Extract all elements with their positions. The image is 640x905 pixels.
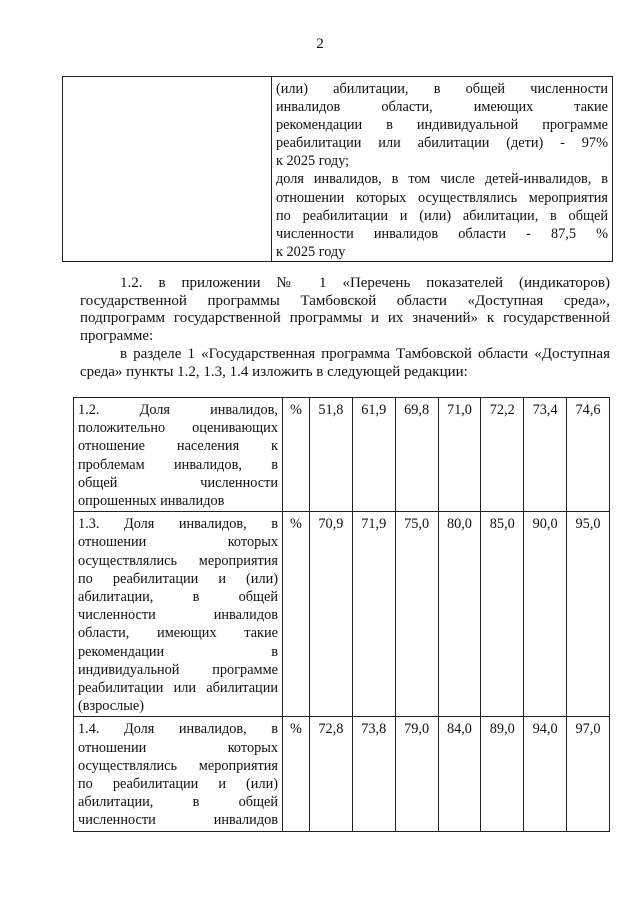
indicator-name-cell [74, 512, 283, 717]
text-line: (взрослые) [78, 698, 145, 715]
paragraph-section: в разделе 1 «Государственная программа Тамбовской области «Доступная среда» пункты 1.2, 1.3, 1.4 изложить в следующей редакции: [80, 346, 610, 380]
text-line: 1.2. Доля инвалидов, [78, 402, 278, 418]
value-cell: 95,0 [567, 512, 610, 717]
value-cell: 73,4 [524, 398, 567, 512]
continuation-row [63, 77, 613, 262]
value-cell: 72,2 [481, 398, 524, 512]
value-cell: 70,9 [310, 512, 353, 717]
text-line: реабилитации или абилитации (дети) - 97% [276, 135, 608, 152]
text-line: абилитации, в общей [78, 794, 278, 811]
value-cell: 71,9 [352, 512, 395, 717]
text-line: инвалидов области, имеющих такие [276, 99, 608, 116]
text-line: рекомендации в индивидуальной программе [276, 117, 608, 134]
text-line: осуществлялись мероприятия [78, 552, 278, 569]
text-line: к 2025 году; [276, 153, 350, 170]
text-line: доля инвалидов, в том числе детей-инвалидов, в [276, 171, 608, 188]
indicator-text-cell [272, 77, 613, 262]
text-line: реабилитации или абилитации [78, 680, 278, 697]
text-line: положительно оценивающих [78, 420, 278, 437]
text-line: отношении которых осуществлялись мероприятия [276, 189, 608, 206]
value-cell: 73,8 [352, 717, 395, 831]
text-line: отношении которых [78, 739, 278, 756]
value-cell: 71,0 [438, 398, 481, 512]
indicator-name-cell [74, 398, 283, 512]
text-line: индивидуальной программе [78, 661, 278, 678]
text-line: отношение населения к [78, 438, 278, 455]
value-cell: 61,9 [352, 398, 395, 512]
text-line: численности инвалидов [78, 812, 278, 829]
text-line: отношении которых [78, 534, 278, 551]
value-cell: 94,0 [524, 717, 567, 831]
value-cell: 69,8 [395, 398, 438, 512]
text-line: общей численности [78, 474, 278, 491]
value-cell: 89,0 [481, 717, 524, 831]
text-line: численности инвалидов области - 87,5 % [276, 225, 608, 242]
value-cell: 72,8 [310, 717, 353, 831]
text-line: по реабилитации и (или) [78, 570, 278, 587]
text-line: (или) абилитации, в общей численности [276, 81, 608, 97]
page-number: 2 [316, 36, 324, 52]
text-line: 1.3. Доля инвалидов, в [78, 516, 278, 533]
value-cell: 74,6 [567, 398, 610, 512]
value-cell: 75,0 [395, 512, 438, 717]
empty-cell [63, 77, 272, 262]
value-cell: 79,0 [395, 717, 438, 831]
indicators-table [73, 397, 610, 832]
text-line: к 2025 году [276, 243, 346, 260]
continuation-table [62, 76, 613, 262]
table-row [74, 512, 610, 717]
value-cell: 84,0 [438, 717, 481, 831]
text-line: 1.4. Доля инвалидов, в [78, 721, 278, 738]
text-line: численности инвалидов [78, 607, 278, 624]
value-cell: 51,8 [310, 398, 353, 512]
paragraph-amendment: 1.2. в приложении № 1 «Перечень показателей (индикаторов) государственной программы Тамбовской области «Доступная среда», подпрограмм государственной программы и их значений» к государственной программе: [80, 275, 610, 344]
table-row [74, 717, 610, 831]
text-line: по реабилитации и (или) абилитации, в общей [276, 207, 608, 224]
value-cell: 85,0 [481, 512, 524, 717]
value-cell: 80,0 [438, 512, 481, 717]
text-line: области, имеющих такие [78, 625, 278, 642]
indicator-name-cell [74, 717, 283, 831]
table-row [74, 398, 610, 512]
unit-cell: % [283, 717, 310, 831]
text-line: опрошенных инвалидов [78, 493, 225, 510]
unit-cell: % [283, 398, 310, 512]
text-line: по реабилитации и (или) [78, 776, 278, 793]
text-line: рекомендации в [78, 643, 278, 660]
text-line: абилитации, в общей [78, 589, 278, 606]
value-cell: 90,0 [524, 512, 567, 717]
text-line: осуществлялись мероприятия [78, 757, 278, 774]
text-line: проблемам инвалидов, в [78, 456, 278, 473]
value-cell: 97,0 [567, 717, 610, 831]
unit-cell: % [283, 512, 310, 717]
